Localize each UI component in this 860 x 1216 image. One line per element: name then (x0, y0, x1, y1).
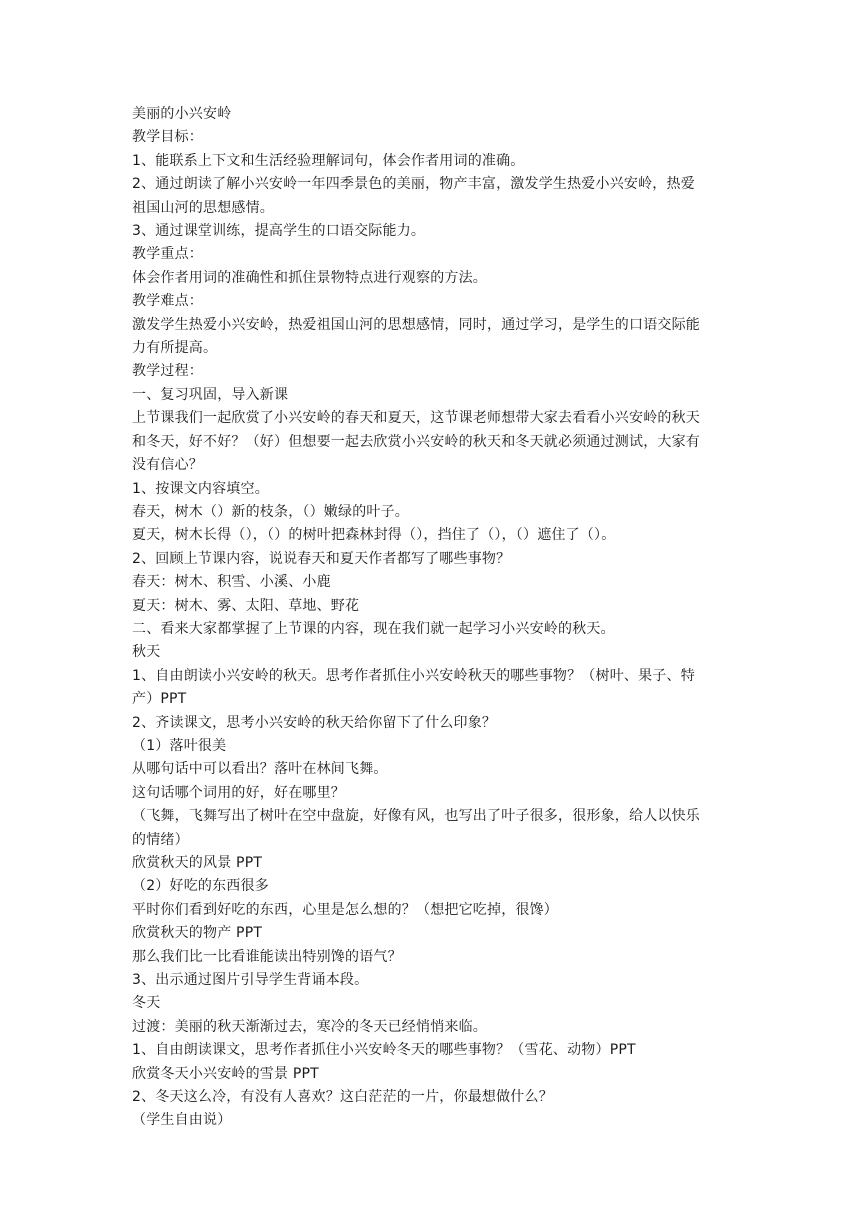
text-line: 3、通过课堂训练，提高学生的口语交际能力。 (132, 223, 426, 240)
section-heading: 教学难点： (132, 293, 203, 310)
text-line: 2、通过朗读了解小兴安岭一年四季景色的美丽，物产丰富，激发学生热爱小兴安岭，热爱 (132, 176, 695, 193)
section-heading: 秋天 (132, 644, 161, 661)
text-line: 1、按课文内容填空。 (132, 480, 269, 497)
text-line: 欣赏冬天小兴安岭的雪景 PPT (132, 1065, 319, 1082)
text-line: 产）PPT (132, 691, 187, 708)
text-line: 二、看来大家都掌握了上节课的内容，现在我们就一起学习小兴安岭的秋天。 (132, 620, 615, 637)
text-line: （飞舞，飞舞写出了树叶在空中盘旋，好像有风，也写出了叶子很多，很形象，给人以快乐 (132, 808, 700, 825)
text-line: 一、复习巩固，导入新课 (132, 386, 289, 403)
text-line: 祖国山河的思想感情。 (132, 199, 274, 216)
text-line: 从哪句话中可以看出？落叶在林间飞舞。 (132, 761, 388, 778)
text-line: （学生自由说） (132, 1112, 232, 1129)
text-line: 激发学生热爱小兴安岭，热爱祖国山河的思想感情，同时，通过学习，是学生的口语交际能 (132, 316, 700, 333)
text-line: 2、齐读课文，思考小兴安岭的秋天给你留下了什么印象？ (132, 714, 497, 731)
section-heading: 教学过程： (132, 363, 203, 380)
section-heading: 教学重点： (132, 246, 203, 263)
text-line: 那么我们比一比看谁能读出特别馋的语气？ (132, 948, 402, 965)
document-title: 美丽的小兴安岭 (132, 106, 232, 122)
text-line: 夏天：树木、雾、太阳、草地、野花 (132, 597, 360, 614)
text-line: 2、回顾上节课内容，说说春天和夏天作者都写了哪些事物？ (132, 550, 511, 567)
text-line: 3、出示通过图片引导学生背诵本段。 (132, 972, 369, 989)
text-line: 春天，树木（）新的枝条，（）嫩绿的叶子。 (132, 503, 409, 520)
text-line: 平时你们看到好吃的东西，心里是怎么想的？（想把它吃掉，很馋） (132, 901, 558, 918)
text-line: 欣赏秋天的风景 PPT (132, 855, 263, 871)
text-line: 夏天，树木长得（），（）的树叶把森林封得（），挡住了（），（）遮住了（）。 (132, 527, 616, 544)
text-line: 力有所提高。 (132, 340, 218, 357)
text-line: （1）落叶很美 (132, 737, 227, 754)
section-heading: 教学目标： (132, 129, 203, 146)
text-line: 春天：树木、积雪、小溪、小鹿 (132, 574, 331, 591)
text-line: 1、自由朗读课文，思考作者抓住小兴安岭冬天的哪些事物？（雪花、动物）PPT (132, 1042, 636, 1059)
section-heading: 冬天 (132, 995, 161, 1012)
text-line: 1、能联系上下文和生活经验理解词句，体会作者用词的准确。 (132, 152, 525, 169)
text-line: （2）好吃的东西很多 (132, 878, 269, 895)
document-body (132, 103, 742, 1133)
text-line: 这句话哪个词用的好，好在哪里？ (132, 784, 345, 801)
text-line: 过渡：美丽的秋天渐渐过去，寒冷的冬天已经悄悄来临。 (132, 1018, 487, 1035)
text-line: 上节课我们一起欣赏了小兴安岭的春天和夏天，这节课老师想带大家去看看小兴安岭的秋天 (132, 410, 700, 427)
text-line: 没有信心？ (132, 457, 203, 474)
text-line: 2、冬天这么冷，有没有人喜欢？这白茫茫的一片，你最想做什么？ (132, 1089, 553, 1106)
text-line: 的情绪） (132, 831, 189, 848)
text-line: 欣赏秋天的物产 PPT (132, 925, 263, 942)
text-line: 1、自由朗读小兴安岭的秋天。思考作者抓住小兴安岭秋天的哪些事物？（树叶、果子、特 (132, 667, 695, 684)
text-line: 体会作者用词的准确性和抓住景物特点进行观察的方法。 (132, 269, 487, 286)
text-line: 和冬天，好不好？（好）但想要一起去欣赏小兴安岭的秋天和冬天就必须通过测试，大家有 (132, 433, 700, 450)
